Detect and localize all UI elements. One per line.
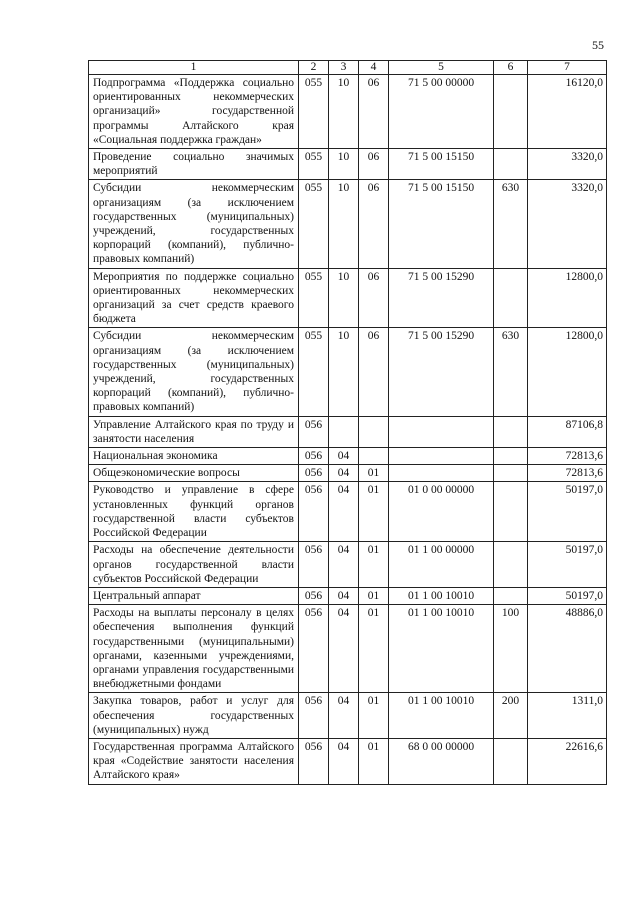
row-name: Расходы на обеспечение деятельности органов государственной власти субъектов Российской Федерации bbox=[89, 542, 299, 588]
target-article-code: 71 5 00 15150 bbox=[389, 149, 494, 180]
section-code: 04 bbox=[329, 587, 359, 604]
header-cell: 7 bbox=[528, 61, 607, 75]
table-row bbox=[89, 465, 607, 482]
ved-code: 056 bbox=[299, 587, 329, 604]
target-article-code: 71 5 00 15290 bbox=[389, 328, 494, 416]
table-row bbox=[89, 149, 607, 180]
section-code bbox=[329, 416, 359, 447]
ved-code: 056 bbox=[299, 738, 329, 784]
target-article-code: 68 0 00 00000 bbox=[389, 738, 494, 784]
page-number: 55 bbox=[592, 38, 604, 52]
section-code: 10 bbox=[329, 149, 359, 180]
table-row bbox=[89, 448, 607, 465]
row-name: Подпрограмма «Поддержка социально ориентированных некоммерческих организаций» государственной программы Алтайского края «Социальная поддержка граждан» bbox=[89, 75, 299, 149]
header-cell: 4 bbox=[359, 61, 389, 75]
header-cell: 2 bbox=[299, 61, 329, 75]
section-code: 10 bbox=[329, 268, 359, 328]
header-cell: 6 bbox=[494, 61, 528, 75]
amount: 87106,8 bbox=[528, 416, 607, 447]
expense-type-code bbox=[494, 587, 528, 604]
subsection-code: 06 bbox=[359, 268, 389, 328]
budget-table bbox=[88, 60, 607, 785]
section-code: 04 bbox=[329, 738, 359, 784]
header-cell: 1 bbox=[89, 61, 299, 75]
subsection-code: 01 bbox=[359, 542, 389, 588]
subsection-code: 01 bbox=[359, 605, 389, 693]
table-row bbox=[89, 268, 607, 328]
amount: 3320,0 bbox=[528, 180, 607, 268]
target-article-code bbox=[389, 465, 494, 482]
table-row bbox=[89, 738, 607, 784]
section-code: 04 bbox=[329, 482, 359, 542]
target-article-code: 71 5 00 15150 bbox=[389, 180, 494, 268]
table-row bbox=[89, 416, 607, 447]
amount: 22616,6 bbox=[528, 738, 607, 784]
row-name: Управление Алтайского края по труду и занятости населения bbox=[89, 416, 299, 447]
target-article-code: 01 1 00 00000 bbox=[389, 542, 494, 588]
expense-type-code bbox=[494, 268, 528, 328]
subsection-code: 01 bbox=[359, 587, 389, 604]
row-name: Общеэкономические вопросы bbox=[89, 465, 299, 482]
ved-code: 055 bbox=[299, 75, 329, 149]
subsection-code bbox=[359, 416, 389, 447]
row-name: Государственная программа Алтайского края «Содействие занятости населения Алтайского края» bbox=[89, 738, 299, 784]
ved-code: 056 bbox=[299, 482, 329, 542]
row-name: Закупка товаров, работ и услуг для обеспечения государственных (муниципальных) нужд bbox=[89, 693, 299, 739]
header-cell: 3 bbox=[329, 61, 359, 75]
subsection-code: 06 bbox=[359, 149, 389, 180]
ved-code: 056 bbox=[299, 448, 329, 465]
subsection-code: 06 bbox=[359, 180, 389, 268]
amount: 12800,0 bbox=[528, 268, 607, 328]
table-row bbox=[89, 587, 607, 604]
ved-code: 056 bbox=[299, 465, 329, 482]
amount: 12800,0 bbox=[528, 328, 607, 416]
row-name: Субсидии некоммерческим организациям (за исключением государственных (муниципальных) учреждений, государственных корпораций (компаний), публично-правовых компаний) bbox=[89, 328, 299, 416]
section-code: 04 bbox=[329, 693, 359, 739]
expense-type-code bbox=[494, 465, 528, 482]
amount: 1311,0 bbox=[528, 693, 607, 739]
table-row bbox=[89, 328, 607, 416]
target-article-code bbox=[389, 448, 494, 465]
section-code: 10 bbox=[329, 180, 359, 268]
table-row bbox=[89, 542, 607, 588]
ved-code: 056 bbox=[299, 605, 329, 693]
expense-type-code: 200 bbox=[494, 693, 528, 739]
section-code: 04 bbox=[329, 448, 359, 465]
expense-type-code bbox=[494, 416, 528, 447]
row-name: Центральный аппарат bbox=[89, 587, 299, 604]
amount: 48886,0 bbox=[528, 605, 607, 693]
ved-code: 055 bbox=[299, 180, 329, 268]
row-name: Мероприятия по поддержке социально ориентированных некоммерческих организаций за счет средств краевого бюджета bbox=[89, 268, 299, 328]
expense-type-code bbox=[494, 149, 528, 180]
table-row bbox=[89, 180, 607, 268]
ved-code: 056 bbox=[299, 416, 329, 447]
expense-type-code: 100 bbox=[494, 605, 528, 693]
row-name: Руководство и управление в сфере установленных функций органов государственной власти субъектов Российской Федерации bbox=[89, 482, 299, 542]
table-header-row bbox=[89, 61, 607, 75]
ved-code: 055 bbox=[299, 149, 329, 180]
amount: 50197,0 bbox=[528, 482, 607, 542]
subsection-code: 01 bbox=[359, 482, 389, 542]
subsection-code: 06 bbox=[359, 75, 389, 149]
expense-type-code: 630 bbox=[494, 328, 528, 416]
expense-type-code bbox=[494, 482, 528, 542]
section-code: 04 bbox=[329, 465, 359, 482]
table-row bbox=[89, 75, 607, 149]
ved-code: 056 bbox=[299, 542, 329, 588]
target-article-code: 01 1 00 10010 bbox=[389, 605, 494, 693]
section-code: 10 bbox=[329, 75, 359, 149]
table-row bbox=[89, 605, 607, 693]
subsection-code: 01 bbox=[359, 693, 389, 739]
header-cell: 5 bbox=[389, 61, 494, 75]
expense-type-code bbox=[494, 542, 528, 588]
subsection-code: 01 bbox=[359, 465, 389, 482]
row-name: Расходы на выплаты персоналу в целях обеспечения выполнения функций государственными (муниципальными) органами, казенными учреждениями, органами управления государственными внебюджетными фондами bbox=[89, 605, 299, 693]
amount: 72813,6 bbox=[528, 465, 607, 482]
subsection-code bbox=[359, 448, 389, 465]
target-article-code: 71 5 00 15290 bbox=[389, 268, 494, 328]
expense-type-code: 630 bbox=[494, 180, 528, 268]
subsection-code: 01 bbox=[359, 738, 389, 784]
target-article-code: 71 5 00 00000 bbox=[389, 75, 494, 149]
expense-type-code bbox=[494, 738, 528, 784]
amount: 3320,0 bbox=[528, 149, 607, 180]
section-code: 04 bbox=[329, 605, 359, 693]
amount: 72813,6 bbox=[528, 448, 607, 465]
amount: 50197,0 bbox=[528, 587, 607, 604]
table-row bbox=[89, 482, 607, 542]
row-name: Субсидии некоммерческим организациям (за исключением государственных (муниципальных) учреждений, государственных корпораций (компаний), публично-правовых компаний) bbox=[89, 180, 299, 268]
amount: 16120,0 bbox=[528, 75, 607, 149]
amount: 50197,0 bbox=[528, 542, 607, 588]
ved-code: 055 bbox=[299, 268, 329, 328]
row-name: Проведение социально значимых мероприятий bbox=[89, 149, 299, 180]
target-article-code: 01 1 00 10010 bbox=[389, 587, 494, 604]
ved-code: 056 bbox=[299, 693, 329, 739]
target-article-code: 01 0 00 00000 bbox=[389, 482, 494, 542]
target-article-code: 01 1 00 10010 bbox=[389, 693, 494, 739]
table-row bbox=[89, 693, 607, 739]
subsection-code: 06 bbox=[359, 328, 389, 416]
section-code: 04 bbox=[329, 542, 359, 588]
target-article-code bbox=[389, 416, 494, 447]
row-name: Национальная экономика bbox=[89, 448, 299, 465]
expense-type-code bbox=[494, 75, 528, 149]
ved-code: 055 bbox=[299, 328, 329, 416]
expense-type-code bbox=[494, 448, 528, 465]
section-code: 10 bbox=[329, 328, 359, 416]
